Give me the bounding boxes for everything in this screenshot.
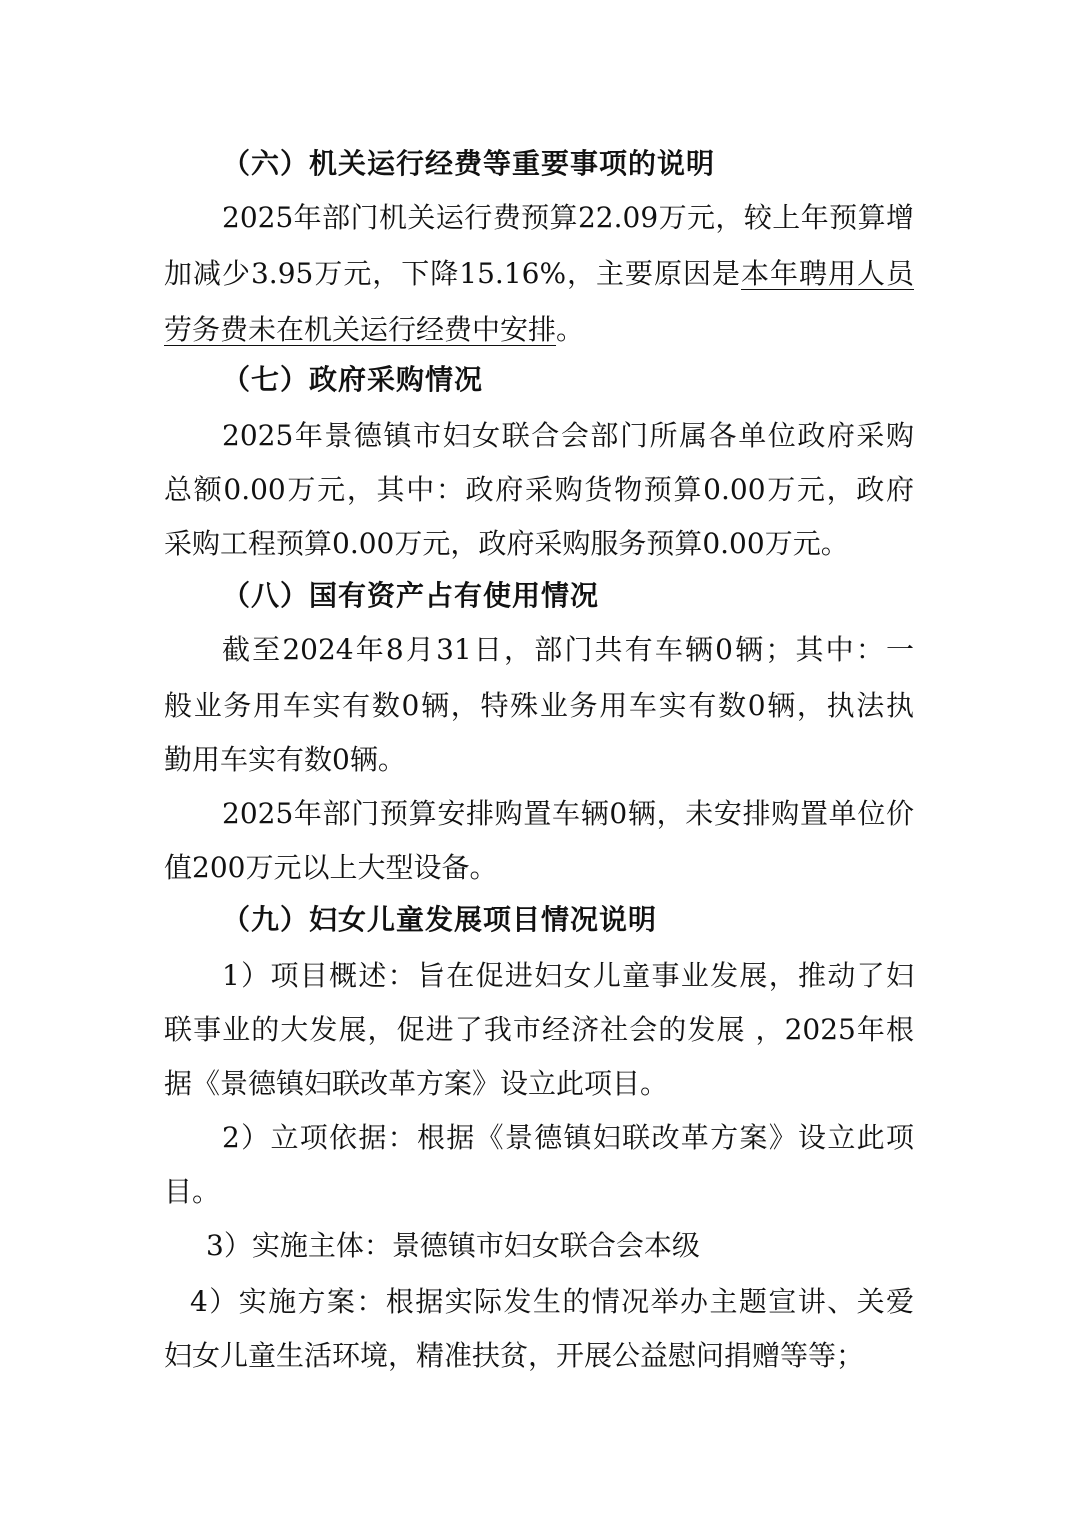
- section-9-item-1-line-1: 1）项目概述：旨在促进妇女儿童事业发展，推动了妇: [222, 959, 914, 992]
- section-8-para-2-line-2: 值200万元以上大型设备。: [164, 851, 498, 884]
- section-6-line-2: [164, 256, 914, 292]
- section-6-line-3: [164, 312, 914, 348]
- section-6-line-3-end: 。: [556, 313, 585, 346]
- section-9-item-2-line-2: 目。: [164, 1175, 221, 1208]
- section-8-para-1-line-1: 截至2024年8月31日，部门共有车辆0辆；其中：一: [222, 633, 914, 666]
- section-9-item-1-line-2: 联事业的大发展，促进了我市经济社会的发展 ，2025年根: [164, 1013, 914, 1046]
- section-9-item-4-line-1: 4）实施方案：根据实际发生的情况举办主题宣讲、关爱: [190, 1285, 914, 1318]
- section-8-heading: （八）国有资产占有使用情况: [222, 579, 600, 612]
- section-7-line-3: 采购工程预算0.00万元，政府采购服务预算0.00万元。: [164, 527, 849, 560]
- section-9-heading: （九）妇女儿童发展项目情况说明: [222, 903, 658, 936]
- section-6-underlined-reason: 本年聘用人员: [741, 257, 914, 290]
- section-7-heading: （七）政府采购情况: [222, 363, 484, 396]
- section-8-para-1-line-3: 勤用车实有数0辆。: [164, 743, 406, 776]
- section-6-line-2-text: 加减少3.95万元，下降15.16%，主要原因是: [164, 257, 742, 290]
- section-9-item-3-line-1: 3）实施主体：景德镇市妇女联合会本级: [206, 1229, 700, 1262]
- section-6-underlined-reason-cont: 劳务费未在机关运行经费中安排: [164, 313, 557, 346]
- section-9-item-1-line-3: 据《景德镇妇联改革方案》设立此项目。: [164, 1067, 669, 1100]
- section-9-item-4-line-2: 妇女儿童生活环境，精准扶贫，开展公益慰问捐赠等等；: [164, 1339, 865, 1372]
- section-8-para-1-line-2: 般业务用车实有数0辆，特殊业务用车实有数0辆，执法执: [164, 689, 914, 722]
- section-7-line-2: 总额0.00万元，其中：政府采购货物预算0.00万元，政府: [164, 473, 914, 506]
- section-7-line-1: 2025年景德镇市妇女联合会部门所属各单位政府采购: [222, 419, 914, 452]
- section-8-para-2-line-1: 2025年部门预算安排购置车辆0辆，未安排购置单位价: [222, 797, 914, 830]
- section-6-line-1: 2025年部门机关运行费预算22.09万元，较上年预算增: [222, 201, 914, 234]
- section-9-item-2-line-1: 2）立项依据：根据《景德镇妇联改革方案》设立此项: [222, 1121, 914, 1154]
- section-6-heading: （六）机关运行经费等重要事项的说明: [222, 147, 716, 180]
